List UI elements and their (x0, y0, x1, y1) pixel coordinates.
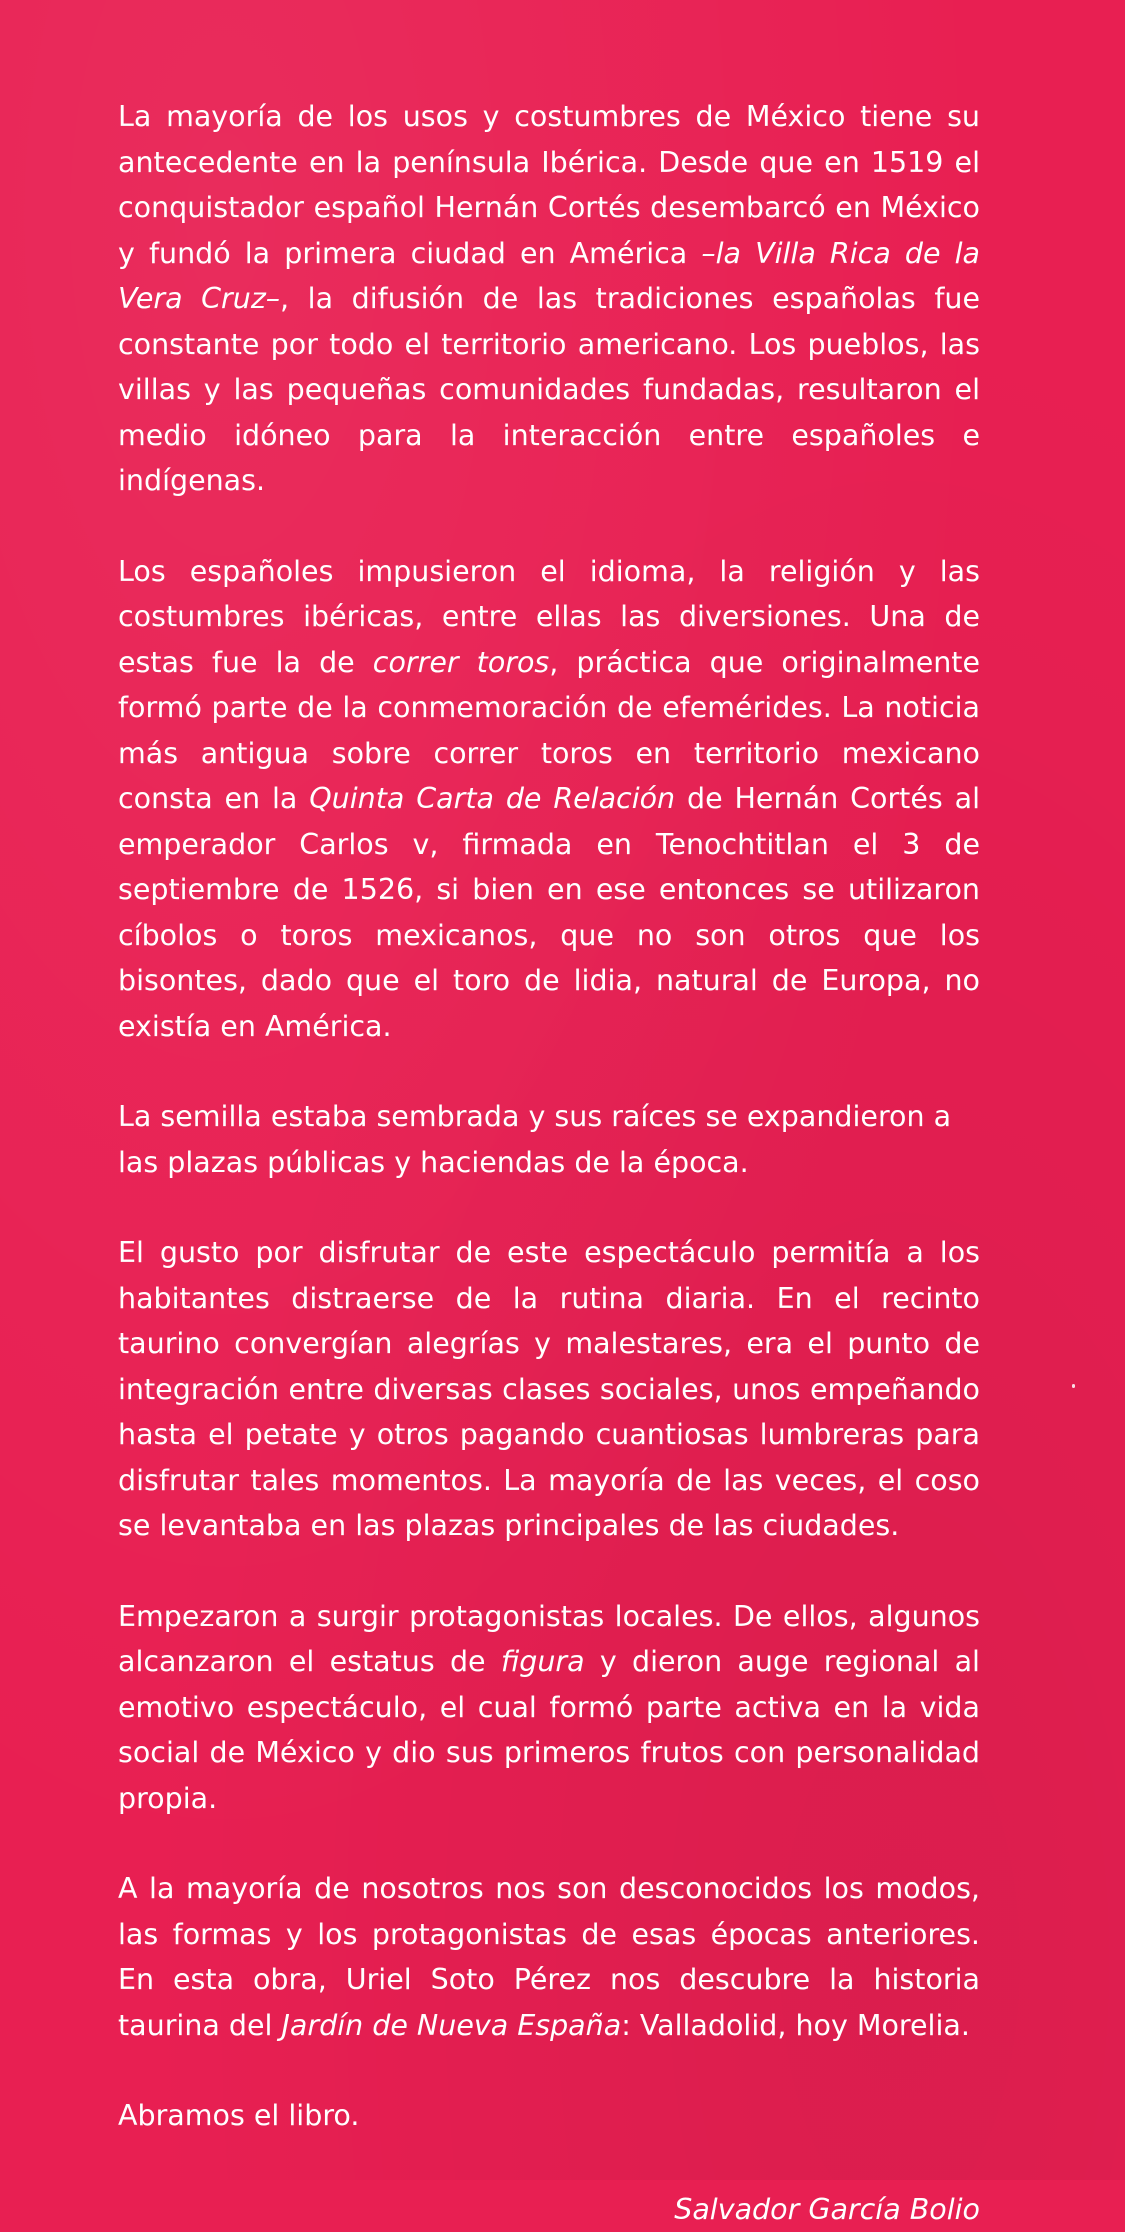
paragraph-1-italic-villa-rica: –la Villa Rica de la Vera Cruz– (118, 237, 980, 316)
paragraph-6-text-a: A la mayoría de nosotros nos son desconocidos los modos, las formas y los protagonistas de esas épocas anteriores. En esta obra, Uriel Soto Pérez nos descubre la historia taurina del (118, 1872, 980, 2042)
paragraph-2-text-c: , práctica que originalmente formó parte de la conmemoración de efemérides. La noticia más antigua sobre correr toros en territorio mexicano consta en la (118, 646, 980, 816)
paragraph-5-italic-figura: figura (501, 1645, 585, 1678)
paragraph-5-text-c: y dieron auge regional al emotivo espectáculo, el cual formó parte activa en la vida social de México y dio sus primeros frutos con personalidad propia. (118, 1645, 980, 1815)
paragraph-6-italic-jardin: Jardín de Nueva España (282, 2009, 622, 2042)
paragraph-2-text-a: Los españoles impusieron el idioma, la religión y las costumbres ibéricas, entre ellas las diversiones. Una de estas fue la de (118, 555, 980, 679)
paragraph-6 (118, 1866, 980, 2048)
paragraph-2-text-e: de Hernán Cortés al emperador Carlos v, firmada en Tenochtitlan el 3 de septiembre de 1526, si bien en ese entonces se utilizaron cíbolos o toros mexicanos, que no son otros que los bisontes, dado que el toro de lidia, natural de Europa, no existía en América. (118, 782, 980, 1043)
cover-text (118, 94, 980, 2232)
paragraph-3: La semilla estaba sembrada y sus raíces se expandieron a las plazas públicas y haciendas de la época. (118, 1094, 980, 1185)
author-signature: Salvador García Bolio (118, 2187, 980, 2232)
print-speck (1072, 1384, 1075, 1388)
paragraph-5 (118, 1594, 980, 1822)
paragraph-2-italic-correr-toros: correr toros (373, 646, 549, 679)
paragraph-1-text-c: , la difusión de las tradiciones españolas fue constante por todo el territorio americano. Los pueblos, las villas y las pequeñas comunidades fundadas, resultaron el medio idóneo para la interacción entre españoles e indígenas. (118, 282, 980, 497)
paragraph-2-italic-quinta-carta: Quinta Carta de Relación (309, 782, 675, 815)
paragraph-1 (118, 94, 980, 504)
paragraph-6-text-c: : Valladolid, hoy Morelia. (621, 2009, 970, 2042)
paragraph-4: El gusto por disfrutar de este espectáculo permitía a los habitantes distraerse de la rutina diaria. En el recinto taurino convergían alegrías y malestares, era el punto de integración entre diversas clases sociales, unos empeñando hasta el petate y otros pagando cuantiosas lumbreras para disfrutar tales momentos. La mayoría de las veces, el coso se levantaba en las plazas principales de las ciudades. (118, 1230, 980, 1549)
paragraph-5-text-a: Empezaron a surgir protagonistas locales. De ellos, algunos alcanzaron el estatus de (118, 1600, 980, 1679)
closing-line: Abramos el libro. (118, 2093, 980, 2139)
paragraph-2 (118, 549, 980, 1050)
paragraph-1-text-a: La mayoría de los usos y costumbres de México tiene su antecedente en la península Ibérica. Desde que en 1519 el conquistador español Hernán Cortés desembarcó en México y fundó la primera ciudad en América (118, 100, 980, 270)
